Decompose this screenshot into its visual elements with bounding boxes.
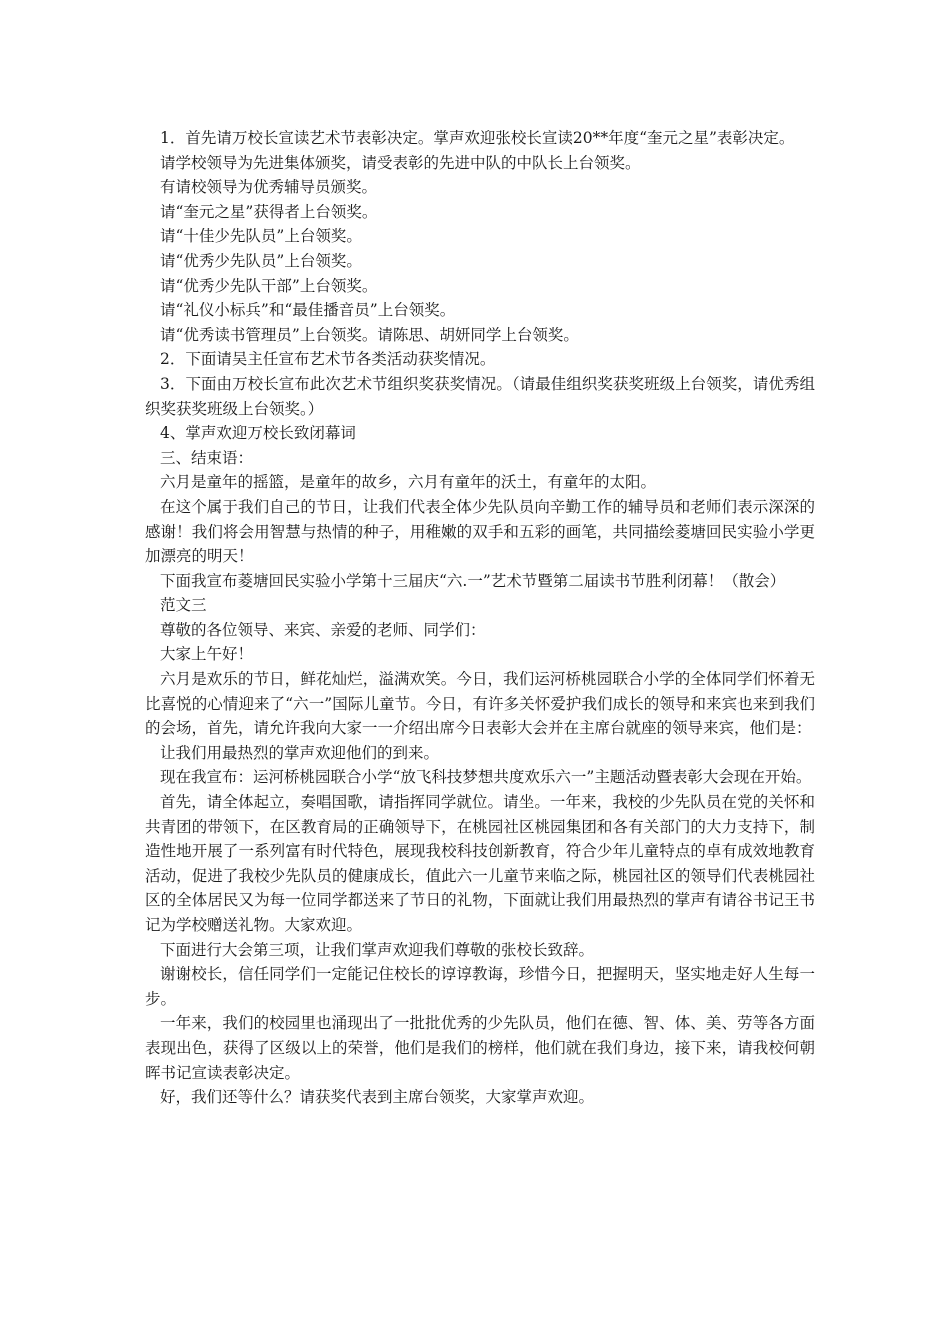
- paragraph-10: 2．下面请吴主任宣布艺术节各类活动获奖情况。: [160, 350, 496, 369]
- paragraph-9: 请“优秀读书管理员”上台领奖。请陈思、胡妍同学上台领奖。: [160, 325, 579, 344]
- paragraph-22: 现在我宣布：运河桥桃园联合小学“放飞科技梦想共度欢乐六一”主题活动暨表彰大会现在开始。: [160, 768, 812, 787]
- paragraph-12: 4、掌声欢迎万校长致闭幕词: [160, 424, 356, 443]
- paragraph-7: 请“优秀少先队干部”上台领奖。: [160, 276, 378, 295]
- paragraph-6: 请“优秀少先队员”上台领奖。: [160, 251, 362, 270]
- section-heading-sample-three: 范文三: [160, 596, 207, 615]
- paragraph-27: 好，我们还等什么？请获奖代表到主席台领奖，大家掌声欢迎。: [160, 1088, 595, 1107]
- paragraph-8: 请“礼仪小标兵”和“最佳播音员”上台领奖。: [160, 301, 456, 320]
- paragraph-4: 请“奎元之星”获得者上台领奖。: [160, 202, 378, 221]
- paragraph-3: 有请校领导为优秀辅导员颁奖。: [160, 178, 378, 197]
- paragraph-25: 谢谢校长，信任同学们一定能记住校长的谆谆教诲，珍惜今日，把握明天，坚实地走好人生每一步。: [145, 965, 815, 1008]
- paragraph-2: 请学校领导为先进集体颁奖，请受表彰的先进中队的中队长上台领奖。: [160, 153, 641, 172]
- paragraph-24: 下面进行大会第三项，让我们掌声欢迎我们尊敬的张校长致辞。: [160, 940, 595, 959]
- paragraph-23: 首先，请全体起立，奏唱国歌，请指挥同学就位。请坐。一年来，我校的少先队员在党的关怀和共青团的带领下，在区教育局的正确领导下，在桃园社区桃园集团和各有关部门的大力支持下，制造性地开展了一系列富有时代特色，展现我校科技创新教育，符合少年儿童特点的卓有成效地教育活动，促进了我校少先队员的健康成长，值此六一儿童节来临之际，桃园社区的领导们代表桃园社区的全体居民又为每一位同学都送来了节日的礼物，下面就让我们用最热烈的掌声有请谷书记王书记为学校赠送礼物。大家欢迎。: [145, 793, 815, 934]
- paragraph-20: 六月是欢乐的节日，鲜花灿烂，溢满欢笑。今日，我们运河桥桃园联合小学的全体同学们怀着无比喜悦的心情迎来了“六一”国际儿童节。今日，有许多关怀爱护我们成长的领导和来宾也来到我们的会场，首先，请允许我向大家一一介绍出席今日表彰大会并在主席台就座的领导来宾，他们是：: [145, 670, 815, 738]
- paragraph-16: 下面我宣布菱塘回民实验小学第十三届庆“六.一”艺术节暨第二届读书节胜利闭幕！（散会）: [160, 571, 786, 590]
- section-heading-closing: 三、结束语：: [160, 448, 254, 467]
- paragraph-15: 在这个属于我们自己的节日，让我们代表全体少先队员向辛勤工作的辅导员和老师们表示深深的感谢！我们将会用智慧与热情的种子，用稚嫩的双手和五彩的画笔，共同描绘菱塘回民实验小学更加漂亮的明天！: [145, 497, 815, 566]
- paragraph-1: 1．首先请万校长宣读艺术节表彰决定。掌声欢迎张校长宣读20**年度“奎元之星”表彰决定。: [160, 129, 795, 147]
- salutation: 尊敬的各位领导、来宾、亲爱的老师、同学们：: [160, 620, 486, 639]
- paragraph-5: 请“十佳少先队员”上台领奖。: [160, 227, 362, 246]
- document-body: [145, 126, 815, 1110]
- paragraph-14: 六月是童年的摇篮，是童年的故乡，六月有童年的沃土，有童年的太阳。: [160, 473, 657, 492]
- paragraph-26: 一年来，我们的校园里也涌现出了一批批优秀的少先队员，他们在德、智、体、美、劳等各方面表现出色，获得了区级以上的荣誉，他们是我们的榜样，他们就在我们身边，接下来，请我校何朝晖书记宣读表彰决定。: [145, 1014, 815, 1082]
- paragraph-21: 让我们用最热烈的掌声欢迎他们的到来。: [160, 743, 440, 762]
- paragraph-11: 3．下面由万校长宣布此次艺术节组织奖获奖情况。（请最佳组织奖获奖班级上台领奖，请优秀组织奖获奖班级上台领奖。）: [145, 374, 815, 418]
- greeting: 大家上午好！: [160, 645, 254, 664]
